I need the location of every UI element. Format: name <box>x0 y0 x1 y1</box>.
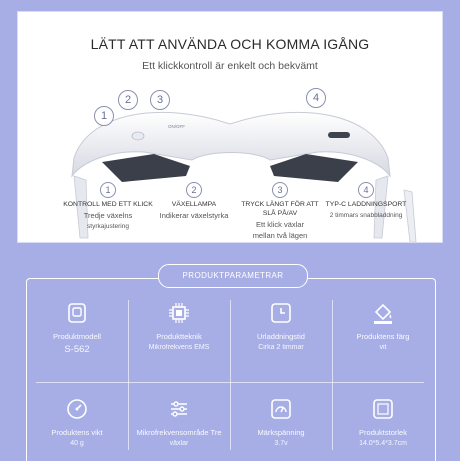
param-model <box>26 300 128 355</box>
callout-3-marker: 3 <box>150 90 170 110</box>
param-label: Urladdningstid <box>257 332 305 341</box>
param-label: Produktmodell <box>53 332 101 341</box>
param-color <box>332 300 434 351</box>
param-value: 14.0*5.4*3.7cm <box>359 440 407 447</box>
feature-title: TYP-C LADDNINGSPORT <box>325 201 407 208</box>
feature-item <box>148 180 240 220</box>
feature-title: VÄXELLAMPA <box>171 201 217 208</box>
param-weight <box>26 396 128 447</box>
param-size <box>332 396 434 447</box>
callout-4-marker: 4 <box>306 88 326 108</box>
param-rated-voltage <box>230 396 332 447</box>
model-icon <box>64 300 90 326</box>
feature-item <box>320 180 412 220</box>
paint-bucket-icon <box>370 300 396 326</box>
param-technology <box>128 300 230 351</box>
param-discharge-time <box>230 300 332 351</box>
headline: LÄTT ATT ANVÄNDA OCH KOMMA IGÅNG <box>90 36 370 52</box>
param-label: Produktens vikt <box>51 428 103 437</box>
callout-2-marker: 2 <box>118 90 138 110</box>
param-value: växlar <box>169 440 189 447</box>
param-value: Mikrofrekvens EMS <box>148 344 210 351</box>
feature-desc: Tredje växelns <box>83 211 133 220</box>
param-value: 3.7v <box>274 440 288 447</box>
param-label: Märkspänning <box>257 428 305 437</box>
chip-icon <box>166 300 192 326</box>
sliders-icon <box>166 396 192 422</box>
subline: Ett klickkontroll är enkelt och bekvämt <box>142 60 318 72</box>
size-icon <box>370 396 396 422</box>
param-label: Produktstorlek <box>359 428 407 437</box>
param-label: Produktens färg <box>356 332 410 341</box>
param-label: Produktteknik <box>156 332 202 341</box>
feature-card <box>18 12 442 242</box>
feature-title: TRYCK LÄNGT FÖR ATT SLÅ PÅ/AV <box>241 201 319 217</box>
param-value: vit <box>379 344 387 351</box>
parameters-title: PRODUKTPARAMETRAR <box>158 264 308 288</box>
feature-item <box>234 180 326 240</box>
feature-desc: Indikerar växelstyrka <box>159 211 229 220</box>
grid-divider <box>36 382 424 383</box>
callout-1-marker: 1 <box>94 106 114 126</box>
feature-desc: Ett klick växlar <box>256 220 304 229</box>
clock-icon <box>268 300 294 326</box>
feature-number: 3 <box>272 182 288 198</box>
weight-gauge-icon <box>64 396 90 422</box>
param-value: S-562 <box>64 344 90 355</box>
feature-number: 2 <box>186 182 202 198</box>
feature-desc-2: mellan två lägen <box>252 231 308 240</box>
param-value: Cirka 2 timmar <box>258 344 304 351</box>
feature-item <box>62 180 154 231</box>
feature-desc: 2 timmars snabbladdning <box>329 212 403 219</box>
feature-number: 4 <box>358 182 374 198</box>
param-frequency-range <box>128 396 230 447</box>
feature-number: 1 <box>100 182 116 198</box>
param-label: Mikrofrekvensområde Tre <box>136 428 222 437</box>
battery-gauge-icon <box>268 396 294 422</box>
param-value: 40 g <box>70 440 84 447</box>
feature-desc-2: styrkajustering <box>87 223 129 230</box>
knob-text: ON/OFF <box>168 124 185 129</box>
feature-title: KONTROLL MED ETT KLICK <box>63 201 153 208</box>
